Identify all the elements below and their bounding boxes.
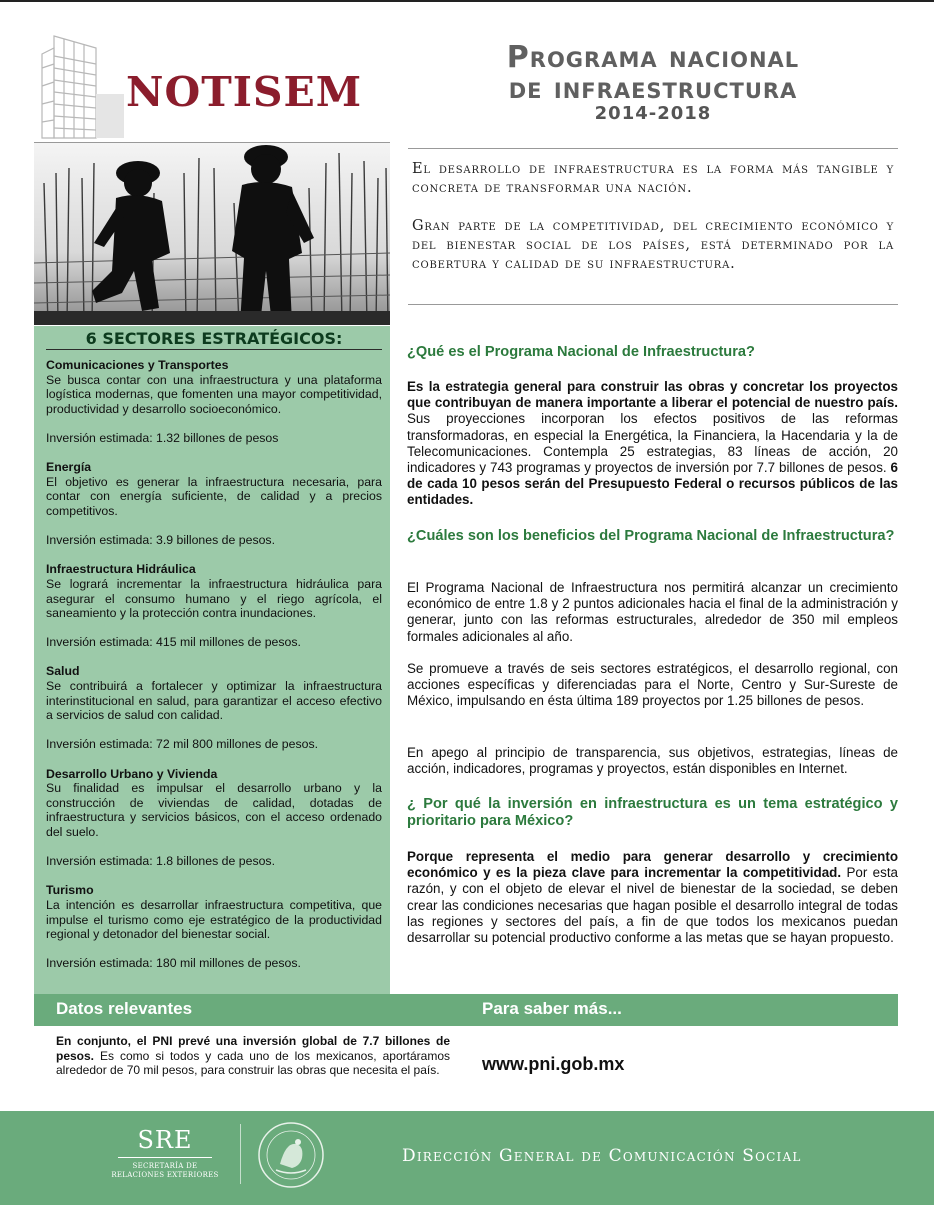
sector-investment: Inversión estimada: 1.32 billones de pesos xyxy=(46,430,279,445)
intro-paragraph-1: El desarrollo de infraestructura es la forma más tangible y concreta de transformar una nación. xyxy=(412,161,894,196)
datos-text xyxy=(56,1034,450,1078)
logo-text: NOTISEM xyxy=(126,68,363,116)
sectors-heading: 6 SECTORES ESTRATÉGICOS: xyxy=(85,329,343,348)
sector-item xyxy=(46,358,382,446)
intro-text xyxy=(412,160,894,293)
datos-bold: En conjunto, el PNI prevé una inversión global de 7.7 billones de pesos. xyxy=(56,1034,450,1063)
intro-paragraph-2: Gran parte de la competitividad, del crecimiento económico y del bienestar social de los países, está determinado por la cobertura y calidad de su infraestructura. xyxy=(412,218,894,272)
saber-label: Para saber más... xyxy=(482,999,622,1018)
answer-1 xyxy=(407,379,898,509)
sector-description: El objetivo es generar la infraestructura necesaria, para contar con energía suficiente, de calidad y a precios competitivos. xyxy=(46,474,382,518)
sector-item xyxy=(46,767,382,869)
answer-3-bold: Porque representa el medio para generar desarrollo y crecimiento económico y es la pieza clave para incrementar la competitividad. xyxy=(407,849,898,881)
answer-2-paragraph-1: El Programa Nacional de Infraestructura nos permitirá alcanzar un crecimiento económico de entre 1.8 y 2 puntos adicionales hacia el final de la administración y generar, junto con las reformas estructurales, alrededor de 350 mil empleos formales adicionales al año. xyxy=(407,580,898,644)
answer-3 xyxy=(407,849,898,946)
datos-label: Datos relevantes xyxy=(56,999,193,1018)
answer-2-paragraph-3: En apego al principio de transparencia, sus objetivos, estrategias, líneas de acción, indicadores, programas y proyectos, están disponibles en Internet. xyxy=(407,745,898,777)
sector-item xyxy=(46,460,382,548)
answer-1-bold: Es la estrategia general para construir las obras y concretar los proyectos que contribuyan de manera importante a liberar el potencial de nuestro país. xyxy=(407,379,898,411)
sector-name: Turismo xyxy=(46,883,94,898)
sre-acronym: SRE xyxy=(137,1126,193,1154)
workers-photo xyxy=(34,143,390,325)
question-3: ¿ Por qué la inversión en infraestructura es un tema estratégico y prioritario para México? xyxy=(407,796,898,829)
sector-name: Comunicaciones y Transportes xyxy=(46,358,229,372)
sre-line-1: SECRETARÍA DE xyxy=(132,1162,198,1170)
answer-2-paragraph-2: Se promueve a través de seis sectores estratégicos, el desarrollo regional, con acciones específicas y diferenciadas para el Norte, Centro y Sur-Sureste de México, impulsando en ésta última 189 proyectos por 1.25 billones de pesos. xyxy=(407,661,898,709)
title-years: 2014-2018 xyxy=(594,103,712,124)
sector-description: La intención es desarrollar infraestructura competitiva, que impulse el turismo como eje estratégico de la productividad regional y detonador del bienestar social. xyxy=(46,897,382,942)
sector-investment: Inversión estimada: 72 mil 800 millones de pesos. xyxy=(46,737,319,752)
sector-description: Se busca contar con una infraestructura y una plataforma logística modernas, que fomenten una mayor competitividad, productividad y desarrollo socioeconómico. xyxy=(46,372,382,416)
sector-description: Su finalidad es impulsar el desarrollo urbano y la construcción de viviendas de calidad, dotadas de infraestructura y servicios básicos, con el acceso ordenado del suelo. xyxy=(46,781,382,839)
answer-3-text: Por esta razón, y con el objeto de elevar el nivel de bienestar de la sociedad, se deben crear las condiciones necesarias que hagan posible el desarrollo integral de todas las regiones y sectores del país, a fin de que todos los mexicanos puedan desarrollar su potencial productivo conforme a las metas que se hayan propuesto. xyxy=(407,865,898,946)
sector-item xyxy=(46,562,382,650)
sre-logo xyxy=(110,1126,220,1180)
dgcs-text: Dirección General de Comunicación Social xyxy=(402,1146,802,1166)
notisem-logo xyxy=(34,34,390,140)
title-line-1: Programa nacional xyxy=(506,40,800,75)
sector-item xyxy=(46,883,382,971)
title-line-2: de infraestructura xyxy=(508,71,798,106)
sector-investment: Inversión estimada: 3.9 billones de pesos. xyxy=(46,533,275,548)
datos-body: Es como si todos y cada uno de los mexicanos, aportáramos alrededor de 70 mil pesos, para construir las obras que necesita el país. xyxy=(56,1048,450,1077)
answer-1-bold-2: 6 de cada 10 pesos serán del Presupuesto Federal o recursos públicos de las entidades. xyxy=(407,460,898,508)
sector-investment: Inversión estimada: 1.8 billones de pesos. xyxy=(46,854,275,869)
question-2: ¿Cuáles son los beneficios del Programa Nacional de Infraestructura? xyxy=(407,528,895,544)
top-border xyxy=(0,0,934,2)
intro-top-rule xyxy=(408,148,898,149)
sectors-list xyxy=(46,358,382,986)
sre-line-2: RELACIONES EXTERIORES xyxy=(111,1171,219,1179)
question-1: ¿Qué es el Programa Nacional de Infraestructura? xyxy=(407,344,755,360)
answer-1-text: Sus proyecciones incorporan los efectos positivos de las reformas transformadoras, en especial la Energética, la Financiera, la Hacendaria y la de Telecomunicaciones. Contempla 25 estrategias, 83 líneas de acción, 20 indicadores y 743 programas y proyectos de inversión por 7.7 billones de pesos. xyxy=(407,411,898,476)
sre-rule xyxy=(118,1157,212,1158)
mexico-seal-icon xyxy=(256,1120,326,1190)
website-link[interactable]: www.pni.gob.mx xyxy=(482,1054,625,1074)
sector-name: Salud xyxy=(46,664,80,679)
sector-description: Se contribuirá a fortalecer y optimizar la infraestructura interinstitucional en salud, para garantizar el acceso efectivo a servicios de salud con calidad. xyxy=(46,679,382,723)
sector-description: Se logrará incrementar la infraestructura hidráulica para asegurar el consumo humano y el riego agrícola, el saneamiento y la protección contra inundaciones. xyxy=(46,576,382,621)
page-title xyxy=(408,42,898,124)
workers-silhouette-image xyxy=(34,143,390,325)
sector-investment: Inversión estimada: 415 mil millones de pesos. xyxy=(46,635,301,650)
sector-name: Infraestructura Hidráulica xyxy=(46,562,196,577)
building-icon xyxy=(34,34,124,140)
footer-divider xyxy=(240,1124,241,1184)
sectors-heading-rule xyxy=(46,349,382,350)
sector-name: Energía xyxy=(46,460,92,475)
sector-investment: Inversión estimada: 180 mil millones de pesos. xyxy=(46,956,301,971)
sector-name: Desarrollo Urbano y Vivienda xyxy=(46,766,218,781)
intro-bottom-rule xyxy=(408,304,898,305)
sector-item xyxy=(46,664,382,752)
